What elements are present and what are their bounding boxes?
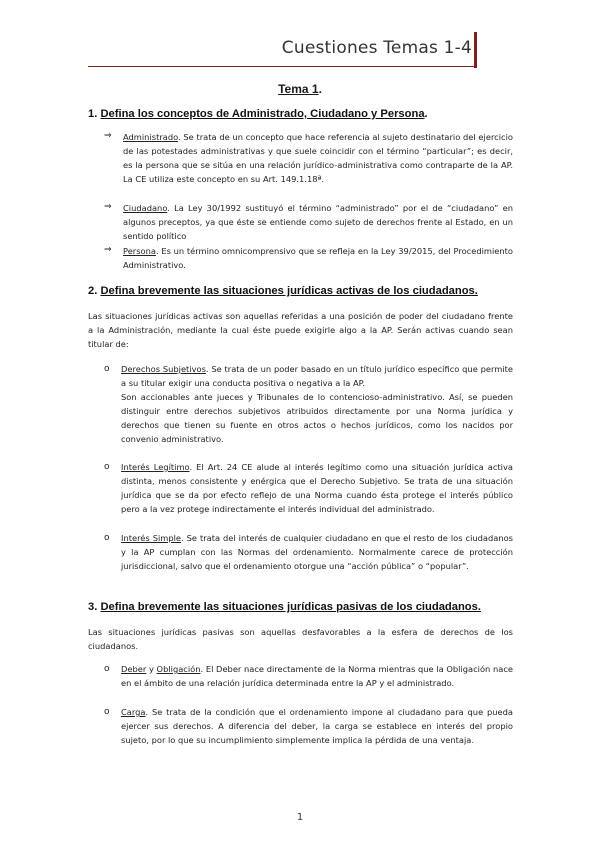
bullet-icon: o — [104, 664, 110, 674]
tema-title: Tema 1. — [278, 82, 322, 96]
list-item-carga: Carga. Se trata de la condición que el ordenamiento impone al ciudadano para que pueda ejercer sus derechos. A diferencia del deber, la carga se establece en interés del propio sujeto, por lo que su incumplimiento simplemente implica la pérdida de una ventaja. — [121, 707, 513, 746]
bullet-icon: o — [104, 707, 110, 717]
list-item-interes-simple: Interés Simple. Se trata del interés de cualquier ciudadano en que el resto de los ciudadanos y la AP cumplan con las Normas del ordenamiento. Normalmente carece de protección jurisdiccional, salvo que el ordenamiento otorgue una “acción pública” o “popular”. — [121, 533, 514, 572]
bullet-icon: o — [104, 533, 110, 543]
bullet-icon: o — [104, 462, 110, 472]
arrow-icon: ⇒ — [104, 245, 112, 255]
header-accent-bar — [474, 32, 477, 68]
running-header: Cuestiones Temas 1-4 — [281, 38, 472, 58]
list-item-persona: Persona. Es un término omnicomprensivo que se refleja en la Ley 39/2015, del Procedimiento Administrativo. — [123, 246, 513, 271]
question-2-heading: 2. Defina brevemente las situaciones jurídicas activas de los ciudadanos. — [88, 285, 478, 297]
question-3-heading: 3. Defina brevemente las situaciones jurídicas pasivas de los ciudadanos. — [88, 601, 481, 613]
question-2-intro: Las situaciones jurídicas activas son aquellas referidas a una posición de poder del ciudadano frente a la Administración, mediante la cual éste puede exigirle algo a la AP. Serán activas cuando sean titular de: — [88, 311, 513, 350]
list-item-interes-legitimo: Interés Legítimo. El Art. 24 CE alude al interés legítimo como una situación jurídica activa distinta, menos consistente y enérgica que el Derecho Subjetivo. Se trata de una situación jurídica que se da por efecto reflejo de una Norma cuando ésta protege el interés público pero a la vez protege indirectamente el interés individual del administrado. — [121, 462, 513, 515]
list-item-derechos-subjetivos: Derechos Subjetivos. Se trata de un poder basado en un título jurídico específico que permite a su titular exigir una conducta positiva o negativa a la AP. Son accionables ante jueces y Tribunales de lo contencioso-administrativo. Así, se pueden distinguir entre derechos subjetivos atribuidos directamente por una Norma jurídica y derechos que tienen su fuente en otros actos o hechos jurídicos, como los nacidos por convenio administrativo. — [121, 364, 513, 445]
list-item-deber-obligacion: Deber y Obligación. El Deber nace directamente de la Norma mientras que la Obligación nace en el ámbito de una relación jurídica determinada entre la AP y el administrado. — [121, 664, 513, 689]
question-3-intro: Las situaciones jurídicas pasivas son aquellas desfavorables a la esfera de derechos de los ciudadanos. — [88, 627, 513, 652]
arrow-icon: ⇒ — [104, 202, 112, 212]
list-item-administrado: Administrado. Se trata de un concepto que hace referencia al sujeto destinatario del ejercicio de las potestades administrativas y que suele coincidir con el término “particular”; es decir, es la persona que se sitúa en una relación jurídico-administrativa como contraparte de la AP. La CE utiliza este concepto en su Art. 149.1.18ª. — [123, 132, 513, 185]
question-1-heading: 1. Defina los conceptos de Administrado, Ciudadano y Persona. — [88, 108, 428, 120]
bullet-icon: o — [104, 364, 110, 374]
page-number: 1 — [296, 812, 304, 823]
arrow-icon: ⇒ — [104, 131, 112, 141]
header-rule — [88, 66, 477, 67]
list-item-ciudadano: Ciudadano. La Ley 30/1992 sustituyó el término “administrado” por el de “ciudadano” en algunos preceptos, ya que éste se entiende como sujeto de derechos frente al Estado, en un sentido político — [123, 203, 513, 242]
